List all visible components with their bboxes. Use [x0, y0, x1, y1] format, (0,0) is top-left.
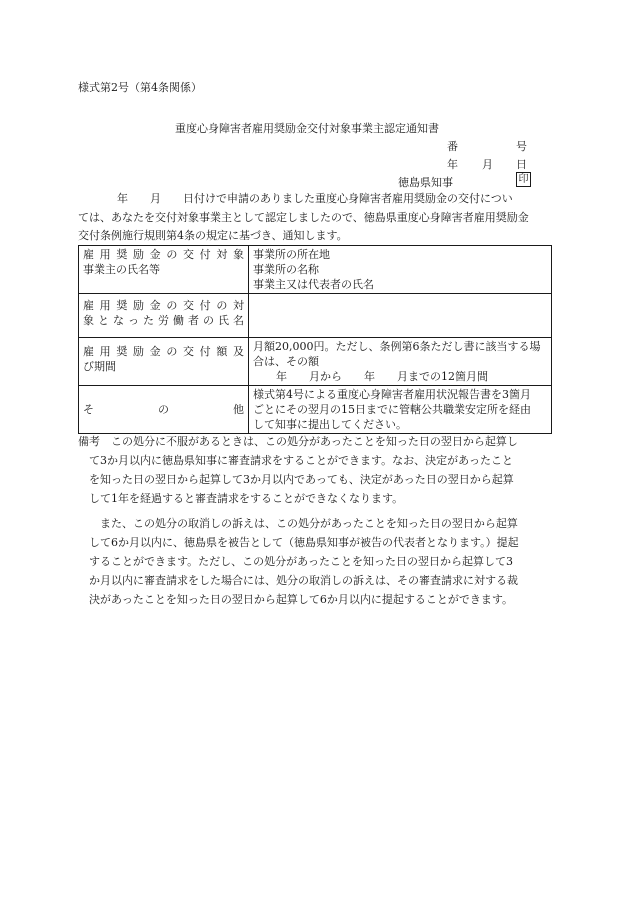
- value-line: 年 月から 年 月までの12箇月間: [265, 370, 488, 383]
- number-suffix: 号: [516, 140, 527, 153]
- date-month: 月: [482, 158, 493, 171]
- value-line: 事業主又は代表者の氏名: [253, 278, 374, 291]
- details-table: [78, 245, 552, 434]
- label-line: 雇用奨励金の交付対象: [83, 248, 244, 261]
- label-line: そ の 他: [83, 403, 244, 416]
- row-label: [79, 338, 249, 386]
- value-line: して知事に提出してください。: [253, 418, 407, 431]
- intro-line: ては、あなたを交付対象事業主として認定しましたので、徳島県重度心身障害者雇用奨励金: [78, 211, 529, 224]
- label-line: 雇用奨励金の交付額及: [83, 345, 244, 358]
- row-value: [249, 386, 552, 434]
- notes-line: 備考 この処分に不服があるときは、この処分があったことを知った日の翌日から起算し: [78, 435, 518, 448]
- notes-line: また、この処分の取消しの訴えは、この処分があったことを知った日の翌日から起算: [100, 517, 518, 530]
- intro-line: 交付条例施行規則第4条の規定に基づき、通知します。: [78, 229, 348, 242]
- notes-line: を知った日の翌日から起算して3か月以内であっても、決定があった日の翌日から起算: [89, 473, 514, 486]
- table-row: [79, 386, 552, 434]
- value-line: ごとにその翌月の15日までに管轄公共職業安定所を経由: [253, 403, 531, 416]
- intro-line: 年 月 日付けで申請のありました重度心身障害者雇用奨励金の交付につい: [117, 192, 513, 205]
- table-row: [79, 338, 552, 386]
- seal-stamp: 印: [516, 172, 531, 187]
- row-value: [249, 338, 552, 386]
- issuer: 徳島県知事: [398, 176, 453, 189]
- date-year: 年: [447, 158, 458, 171]
- notes-line: て3か月以内に徳島県知事に審査請求をすることができます。なお、決定があったこと: [89, 454, 514, 467]
- number-label: 番: [447, 140, 458, 153]
- label-line: 象となった労働者の氏名: [83, 314, 244, 327]
- value-line: 合は、その額: [253, 355, 319, 368]
- table-row: [79, 294, 552, 338]
- notes-line: して6か月以内に、徳島県を被告として（徳島県知事が被告の代表者となります。）提起: [89, 536, 519, 549]
- row-label: [79, 386, 249, 434]
- value-line: 事業所の所在地: [253, 248, 330, 261]
- row-value: [249, 246, 552, 294]
- form-id: 様式第2号（第4条関係）: [78, 81, 202, 94]
- value-line: 月額20,000円。ただし、条例第6条ただし書に該当する場: [253, 340, 541, 353]
- value-line: 様式第4号による重度心身障害者雇用状況報告書を3箇月: [253, 388, 531, 401]
- date-day: 日: [516, 158, 527, 171]
- value-line: 事業所の名称: [253, 263, 319, 276]
- notes-line: して1年を経過すると審査請求をすることができなくなります。: [89, 492, 404, 505]
- label-line: び期間: [83, 360, 116, 373]
- label-line: 事業主の氏名等: [83, 263, 160, 276]
- notes-line: することができます。ただし、この処分があったことを知った日の翌日から起算して3: [89, 555, 514, 568]
- row-value-blank: [249, 294, 552, 338]
- table-row: [79, 246, 552, 294]
- notes-line: か月以内に審査請求をした場合には、処分の取消しの訴えは、その審査請求に対する裁: [89, 574, 518, 587]
- notes-line: 決があったことを知った日の翌日から起算して6か月以内に提起することができます。: [89, 593, 514, 606]
- row-label: [79, 294, 249, 338]
- row-label: [79, 246, 249, 294]
- document-title: 重度心身障害者雇用奨励金交付対象事業主認定通知書: [175, 122, 439, 135]
- label-line: 雇用奨励金の交付の対: [83, 299, 244, 312]
